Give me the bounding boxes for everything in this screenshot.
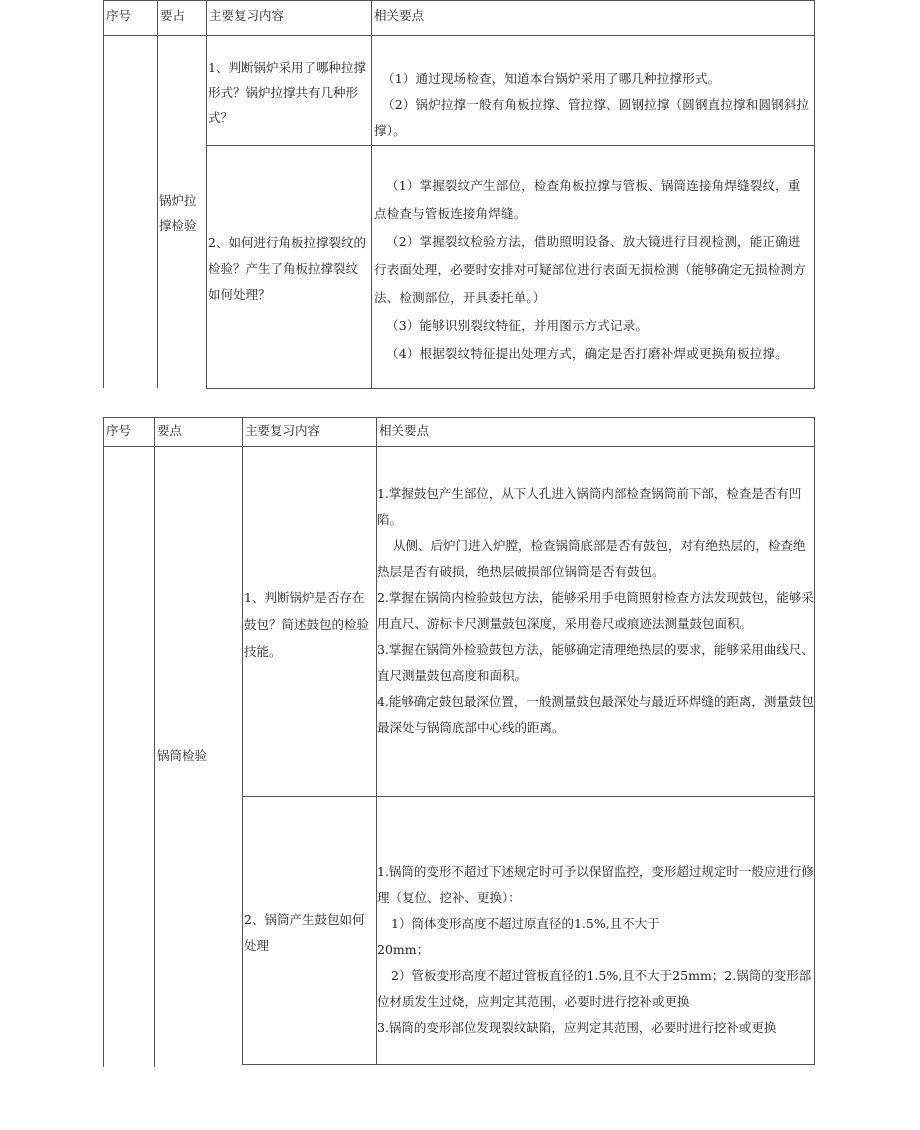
group-label: 锅炉拉撑检验 (159, 193, 197, 233)
header-review-content: 主要复习内容 (209, 8, 285, 23)
header-key-points: 要点 (157, 423, 183, 438)
point-text: 1.锅筒的变形不超过下述规定时可予以保留监控，变形超过规定时一般应进行修理（复位、挖补、更换）： (377, 864, 814, 905)
header-related-points: 相关要点 (379, 423, 430, 438)
question-cell: 1、判断锅炉是否存在鼓包？简述鼓包的检验技能。 (244, 590, 370, 659)
question-cell: 2、如何进行角板拉撑裂纹的检验？产生了角板拉撑裂纹如何处理？ (208, 235, 366, 302)
point-text: （4）根据裂纹特征提出处理方式，确定是否打磨补焊或更换角板拉撑。 (386, 346, 788, 361)
point-text: 20mm； (377, 942, 430, 957)
header-review-content: 主要复习内容 (245, 423, 321, 438)
point-text: 从侧、后炉门进入炉膛，检查锅筒底部是否有鼓包，对有绝热层的，检查绝热层是否有破损，绝热层破损部位锅筒是否有鼓包。 (377, 538, 806, 579)
header-related-points: 相关要点 (374, 8, 425, 23)
point-text: （2）锅炉拉撑一般有角板拉撑、管拉撑、圆钢拉撑（圆钢直拉撑和圆钢斜拉撑）。 (374, 97, 810, 138)
points-cell (377, 481, 814, 741)
points-cell (374, 172, 813, 368)
point-text: 3.锅筒的变形部位发现裂纹缺陷，应判定其范围，必要时进行挖补或更换 (377, 1020, 777, 1035)
point-text: （1）掌握裂纹产生部位，检查角板拉撑与管板、锅筒连接角焊缝裂纹，重点检查与管板连接角焊缝。 (374, 178, 801, 221)
point-text: 2）管板变形高度不超过管板直径的1.5%,且不大于25mm；2.锅筒的变形部位材质发生过烧，应判定其范围，必要时进行挖补或更换 (377, 968, 812, 1009)
point-text: 4.能够确定鼓包最深位置，一般测量鼓包最深处与最近环焊缝的距离，测量鼓包最深处与锅筒底部中心线的距离。 (377, 694, 814, 735)
points-cell (374, 66, 813, 144)
header-serial: 序号 (106, 8, 132, 23)
point-text: （3）能够识别裂纹特征，并用图示方式记录。 (386, 318, 649, 333)
points-cell (377, 859, 814, 1041)
header-key-points: 要占 (160, 8, 186, 23)
question-cell: 1、判断锅炉采用了哪种拉撑形式？锅炉拉撑共有几种形式？ (208, 60, 366, 125)
point-text: 2.掌握在锅筒内检验鼓包方法，能够采用手电筒照射检查方法发现鼓包，能够采用直尺、游标卡尺测量鼓包深度，采用卷尺或痕迹法测量鼓包面积。 (377, 590, 814, 631)
header-serial: 序号 (106, 423, 132, 438)
question-cell: 2、锅筒产生鼓包如何处理 (244, 912, 365, 953)
point-text: （1）通过现场检查，知道本台锅炉采用了哪几种拉撑形式。 (382, 71, 721, 86)
point-text: （2）掌握裂纹检验方法，借助照明设备、放大镜进行目视检测，能正确进行表面处理，必要时安排对可疑部位进行表面无损检测（能够确定无损检测方法、检测部位，开具委托单。） (374, 234, 806, 305)
point-text: 3.掌握在锅筒外检验鼓包方法，能够确定清理绝热层的要求，能够采用曲线尺、直尺测量鼓包高度和面积。 (377, 642, 814, 683)
point-text: 1.掌握鼓包产生部位，从下人孔进入锅筒内部检查锅筒前下部，检查是否有凹陷。 (377, 486, 802, 527)
group-label: 锅筒检验 (157, 748, 208, 763)
point-text: 1）筒体变形高度不超过原直径的1.5%,且不大于 (391, 916, 660, 931)
